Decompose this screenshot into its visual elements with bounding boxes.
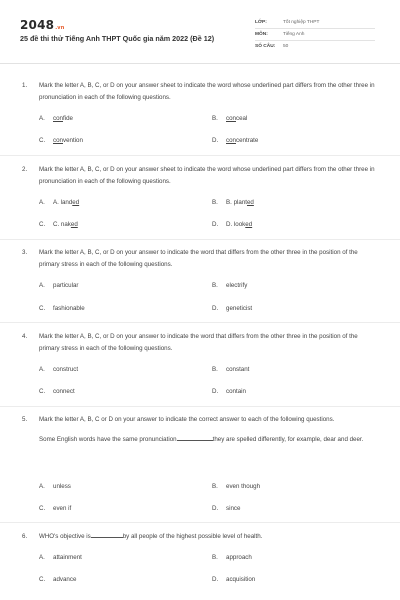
option-4c[interactable]: C. connect xyxy=(39,388,75,395)
question-number: 2. xyxy=(22,166,28,173)
header-divider xyxy=(0,63,400,64)
question-4 xyxy=(22,331,378,354)
question-1 xyxy=(22,80,378,103)
question-divider xyxy=(0,406,400,407)
question-number: 1. xyxy=(22,82,28,89)
option-1d[interactable]: D. con centrate xyxy=(212,137,259,144)
meta-count: SỐ CÂU: 50 xyxy=(255,44,289,49)
answer-blank xyxy=(91,531,123,538)
page-title: 25 đề thi thử Tiếng Anh THPT Quốc gia năm 2022 (Đề 12) xyxy=(20,34,215,43)
question-number: 6. xyxy=(22,533,28,540)
option-3c[interactable]: C. fashionable xyxy=(39,305,85,312)
option-3d[interactable]: D. geneticist xyxy=(212,305,253,312)
option-3a[interactable]: A. particular xyxy=(39,282,79,289)
option-1b[interactable]: B. con ceal xyxy=(212,115,248,122)
option-5a[interactable]: A. unless xyxy=(39,483,71,490)
option-4d[interactable]: D. contain xyxy=(212,388,246,395)
question-text: Mark the letter A, B, C, or D on your answer to indicate the word that differs from the other three in the position of the primary stress in each of the following questions. xyxy=(39,249,358,268)
question-number: 3. xyxy=(22,249,28,256)
question-text: WHO's objective is by all people of the highest possible level of health. xyxy=(39,533,263,540)
option-2c[interactable]: C. C. nak ed xyxy=(39,221,78,228)
question-divider xyxy=(0,239,400,240)
question-number: 4. xyxy=(22,333,28,340)
question-divider xyxy=(0,322,400,323)
option-3b[interactable]: B. electrify xyxy=(212,282,248,289)
exam-meta xyxy=(255,17,375,52)
option-6a[interactable]: A. attainment xyxy=(39,554,82,561)
logo-suffix: .vn xyxy=(55,25,65,31)
question-number: 5. xyxy=(22,416,28,423)
question-text: Mark the letter A, B, C or D on your answer to indicate the correct answer to each of the following questions. xyxy=(39,416,335,423)
question-2 xyxy=(22,164,378,187)
option-5b[interactable]: B. even though xyxy=(212,483,261,490)
option-6b[interactable]: B. approach xyxy=(212,554,252,561)
option-2a[interactable]: A. A. land ed xyxy=(39,199,80,206)
answer-blank xyxy=(177,434,213,441)
option-1a[interactable]: A. con fide xyxy=(39,115,73,122)
logo-text: 2048 xyxy=(20,18,55,32)
question-6 xyxy=(22,531,378,543)
option-2b[interactable]: B. B. plant ed xyxy=(212,199,254,206)
question-text: Mark the letter A, B, C, or D on your answer sheet to indicate the word whose underlined part differs from the other three in pronunciation in each of the following questions. xyxy=(39,82,375,101)
option-4a[interactable]: A. construct xyxy=(39,366,79,373)
option-2d[interactable]: D. D. look ed xyxy=(212,221,253,228)
meta-class: LỚP: Tốt nghiệp THPT xyxy=(255,17,375,29)
question-divider xyxy=(0,155,400,156)
question-divider xyxy=(0,522,400,523)
question-3 xyxy=(22,247,378,270)
question-5 xyxy=(22,414,378,445)
question-text: Mark the letter A, B, C, or D on your answer to indicate the word that differs from the other three in the position of the primary stress in each of the following questions. xyxy=(39,333,358,352)
option-4b[interactable]: B. constant xyxy=(212,366,250,373)
option-6d[interactable]: D. acquisition xyxy=(212,576,256,583)
site-logo[interactable] xyxy=(20,18,65,32)
option-1c[interactable]: C. con vention xyxy=(39,137,83,144)
option-5d[interactable]: D. since xyxy=(212,505,241,512)
question-passage: Some English words have the same pronunciation they are spelled differently, for example, dear and deer. xyxy=(39,435,364,443)
option-5c[interactable]: C. even if xyxy=(39,505,72,512)
meta-subject: MÔN: Tiếng Anh xyxy=(255,29,375,41)
option-6c[interactable]: C. advance xyxy=(39,576,77,583)
question-text: Mark the letter A, B, C, or D on your answer sheet to indicate the word whose underlined part differs from the other three in pronunciation in each of the following questions. xyxy=(39,166,375,185)
